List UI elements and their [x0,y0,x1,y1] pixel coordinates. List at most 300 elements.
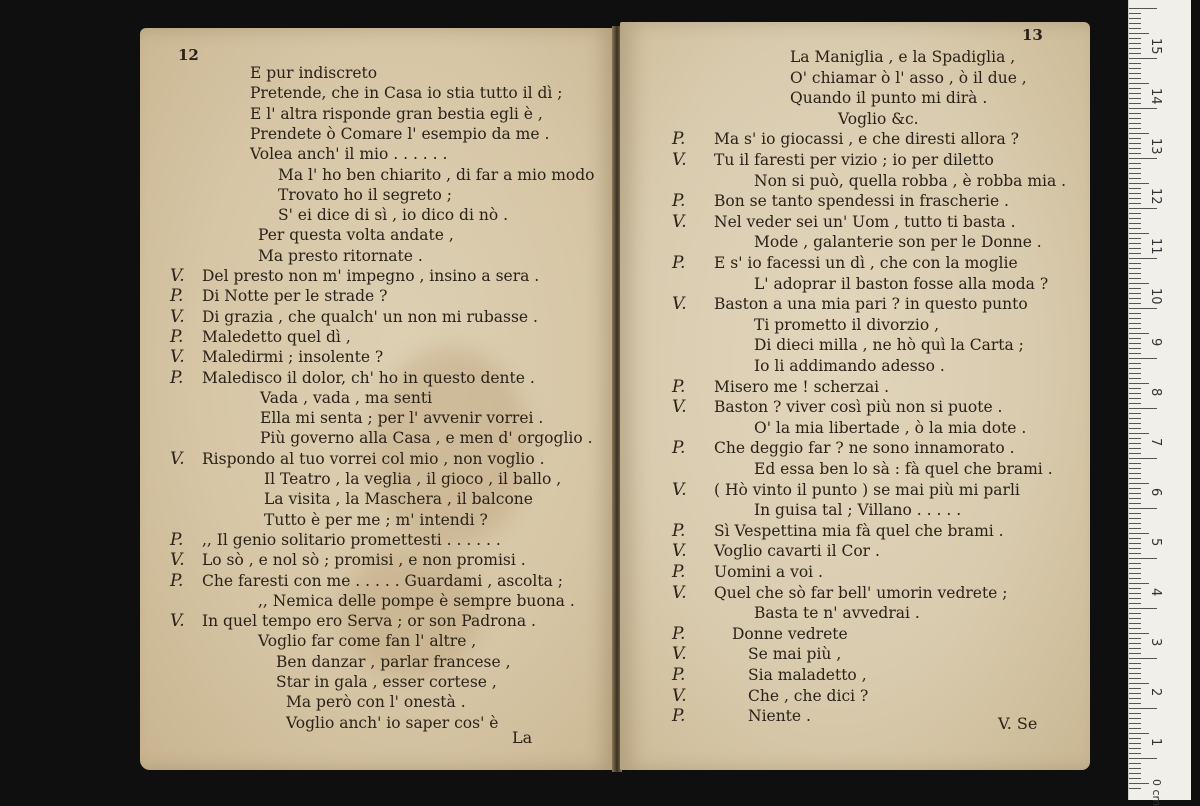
ruler-tick [1129,223,1141,224]
speaker-label: V. [672,479,687,500]
verse-text: Nel veder sei un' Uom , tutto ti basta . [714,212,1016,231]
verse-text: O' chiamar ò l' asso , ò il due , [790,68,1027,87]
ruler-tick [1129,763,1141,764]
ruler-tick [1129,218,1141,219]
ruler-tick [1129,73,1141,74]
text-line [672,151,994,169]
verse-text: Voglio anch' io saper cos' è [286,713,499,732]
text-line [672,584,1008,602]
text-line [672,687,868,705]
ruler-tick [1129,778,1141,779]
speaker-label: V. [672,685,687,706]
verse-text: Basta te n' avvedrai . [754,604,920,623]
ruler-tick [1129,358,1157,359]
text-line [672,69,1027,87]
ruler-tick [1129,23,1141,24]
speaker-label: V. [672,644,687,665]
ruler-tick [1129,113,1141,114]
ruler-tick [1129,208,1157,209]
ruler-tick [1129,493,1141,494]
text-line [672,542,880,560]
verse-text: Mode , galanterie son per le Donne . [754,233,1042,252]
text-line [170,511,488,529]
verse-text: Maledetto quel dì , [202,327,351,346]
text-line [170,673,497,691]
ruler-tick [1129,538,1141,539]
text-line [672,604,920,622]
verse-text: Maledisco il dolor, ch' ho in questo dente . [202,368,535,387]
speaker-label: V. [170,448,185,469]
text-line [170,450,545,468]
ruler-tick [1129,568,1141,569]
verse-text: Rispondo al tuo vorrei col mio , non voglio . [202,449,545,468]
verse-text: Ben danzar , parlar francese , [276,652,511,671]
text-line [672,707,811,725]
ruler-tick [1129,63,1141,64]
left-page [140,28,616,770]
ruler-tick [1129,688,1141,689]
verse-text: Baston a una mia pari ? in questo punto [714,295,1028,314]
text-line [672,130,1019,148]
verse-text: Ma l' ho ben chiarito , di far a mio modo [278,165,595,184]
text-line [672,563,823,581]
text-line [170,572,563,590]
text-line [170,470,561,488]
ruler-tick [1129,428,1141,429]
ruler-tick [1129,18,1141,19]
ruler-tick [1129,318,1141,319]
speaker-label: P. [672,562,686,582]
verse-text: Ti prometto il divorzio , [754,315,940,334]
verse-text: Voglio &c. [838,109,919,128]
ruler-tick [1129,78,1141,79]
ruler-tick [1129,613,1141,614]
verse-text: Che faresti con me . . . . . Guardami , ascolta ; [202,571,563,590]
ruler-tick [1129,628,1141,629]
ruler-tick [1129,448,1141,449]
ruler-tick [1129,378,1141,379]
verse-text: Donne vedrete [732,624,848,643]
ruler-tick [1129,238,1141,239]
ruler-number: 7 [1148,438,1163,447]
ruler-tick [1129,273,1141,274]
text-line [672,666,867,684]
speaker-label: P. [170,326,184,347]
ruler-tick [1129,98,1141,99]
ruler-tick [1129,693,1141,694]
text-line [672,439,1015,457]
text-line [170,125,549,143]
text-line [170,84,563,102]
ruler-tick [1129,458,1157,459]
ruler-tick [1129,248,1141,249]
ruler-tick [1129,348,1141,349]
ruler-tick [1129,758,1157,759]
speaker-label: P. [672,376,686,397]
speaker-label: P. [672,665,686,685]
ruler-tick [1129,553,1141,554]
text-line [170,632,476,650]
catchword: V. Se [998,714,1038,733]
verse-text: Ma però con l' onestà . [286,693,466,712]
speaker-label: P. [170,286,184,307]
ruler-tick [1129,298,1141,299]
ruler-tick [1129,483,1149,484]
verse-text: Niente . [748,707,811,726]
ruler-tick [1129,513,1141,514]
verse-text: Lo sò , e nol sò ; promisi , e non promisi . [202,551,526,570]
verse-text: Quel che sò far bell' umorin vedrete ; [714,583,1008,602]
speaker-label: V. [672,541,687,562]
text-line [672,316,939,334]
speaker-label: P. [170,529,184,550]
speaker-label: V. [672,150,687,170]
verse-text: Di grazia , che qualch' un non mi rubasse . [202,307,538,326]
text-line [170,531,501,549]
ruler-tick [1129,653,1141,654]
ruler-tick [1129,253,1141,254]
verse-text: Quando il punto mi dirà . [790,89,988,108]
verse-text: Ma s' io giocassi , e che diresti allora ? [714,130,1019,149]
right-page [620,22,1090,770]
speaker-label: V. [170,306,185,327]
page-number: 12 [178,46,199,64]
ruler-tick [1129,108,1157,109]
ruler-tick [1129,233,1149,234]
ruler-number: 9 [1148,338,1163,347]
speaker-label: V. [672,294,687,315]
speaker-label: V. [672,582,687,603]
ruler-tick [1129,388,1141,389]
ruler-tick [1129,663,1141,664]
ruler-tick [1129,773,1141,774]
ruler-tick [1129,268,1141,269]
text-line [170,592,575,610]
ruler-tick [1129,723,1141,724]
text-line [170,348,383,366]
text-line [672,398,1002,416]
ruler-tick [1129,623,1141,624]
speaker-label: P. [672,129,686,150]
ruler-tick [1129,443,1141,444]
verse-text: Più governo alla Casa , e men d' orgoglio . [260,429,593,448]
verse-text: La Maniglia , e la Spadiglia , [790,48,1016,66]
text-line [672,192,1009,210]
measuring-ruler [1128,0,1191,806]
verse-text: Trovato ho il segreto ; [278,185,452,204]
verse-text: Tu il faresti per vizio ; io per diletto [714,151,994,169]
ruler-tick [1129,228,1141,229]
ruler-tick [1129,158,1157,159]
ruler-tick [1129,33,1149,34]
speaker-label: V. [170,266,185,286]
text-line [170,693,466,711]
text-line [672,254,1018,272]
ruler-tick [1129,593,1141,594]
ruler-tick [1129,148,1141,149]
ruler-tick [1129,603,1141,604]
ruler-tick [1129,743,1141,744]
ruler-tick [1129,748,1141,749]
ruler-tick [1129,58,1157,59]
ruler-tick [1129,648,1141,649]
ruler-tick [1129,128,1141,129]
text-line [672,378,889,396]
verse-text: Che deggio far ? ne sono innamorato . [714,439,1015,458]
ruler-tick [1129,408,1157,409]
speaker-label: V. [672,211,687,232]
verse-text: Che , che dici ? [748,686,869,705]
ruler-tick [1129,383,1149,384]
ruler-number: 8 [1148,388,1163,397]
ruler-tick [1129,258,1157,259]
ruler-tick [1129,668,1141,669]
text-line [170,64,377,82]
ruler-tick [1129,733,1149,734]
ruler-tick [1129,123,1141,124]
ruler-tick [1129,163,1141,164]
catchword: La [512,728,533,747]
speaker-label: V. [170,611,185,632]
ruler-tick [1129,48,1141,49]
text-line [672,275,1048,293]
ruler-tick [1129,393,1141,394]
ruler-tick [1129,133,1149,134]
verse-text: Del presto non m' impegno , insino a sera . [202,267,540,285]
ruler-tick [1129,328,1141,329]
text-line [170,267,539,285]
ruler-tick [1129,598,1141,599]
ruler-tick [1129,173,1141,174]
ruler-tick [1129,118,1141,119]
ruler-tick [1129,143,1141,144]
ruler-tick [1129,588,1141,589]
ruler-tick [1129,263,1141,264]
text-line [672,481,1020,499]
ruler-tick [1129,418,1141,419]
speaker-label: V. [170,550,185,571]
ruler-tick [1129,413,1141,414]
ruler-tick [1129,488,1141,489]
text-line [672,460,1053,478]
ruler-tick [1129,573,1141,574]
ruler-number: 6 [1148,488,1163,497]
ruler-tick [1129,783,1149,784]
ruler-tick [1129,213,1141,214]
text-line [170,653,511,671]
ruler-tick [1129,168,1141,169]
ruler-tick [1129,583,1149,584]
text-line [170,369,535,387]
text-line [672,295,1028,313]
ruler-tick [1129,673,1141,674]
ruler-tick [1129,93,1141,94]
ruler-number: 11 [1148,238,1163,255]
text-line [170,145,447,163]
text-line [672,89,987,107]
ruler-tick [1129,68,1141,69]
ruler-tick [1129,423,1141,424]
ruler-tick [1129,503,1141,504]
ruler-tick [1129,188,1141,189]
ruler-number: 12 [1148,188,1163,205]
verse-text: E pur indiscreto [250,64,378,82]
speaker-label: P. [170,570,184,591]
page-number: 13 [1022,26,1043,44]
text-line [672,645,841,663]
ruler-tick [1129,633,1149,634]
ruler-tick [1129,753,1141,754]
ruler-tick [1129,198,1141,199]
ruler-tick [1129,463,1141,464]
text-line [170,490,533,508]
ruler-tick [1129,433,1149,434]
verse-text: Ed essa ben lo sà : fà quel che brami . [754,460,1053,478]
ruler-tick [1129,338,1141,339]
speaker-label: P. [672,191,686,212]
ruler-tick [1129,8,1157,9]
ruler-tick [1129,498,1141,499]
ruler-tick [1129,523,1141,524]
ruler-tick [1129,403,1141,404]
ruler-tick [1129,153,1141,154]
ruler-tick [1129,528,1141,529]
ruler-tick [1129,103,1141,104]
ruler-tick [1129,638,1141,639]
ruler-tick [1129,468,1141,469]
verse-text: Non si può, quella robba , è robba mia . [754,171,1067,190]
text-line [170,714,498,732]
verse-text: Pretende, che in Casa io stia tutto il dì ; [250,84,563,103]
ruler-tick [1129,243,1141,244]
text-line [672,172,1066,190]
ruler-tick [1129,88,1141,89]
text-line [672,110,919,128]
text-line [170,206,508,224]
verse-text: Star in gala , esser cortese , [276,673,497,691]
ruler-tick [1129,138,1141,139]
ruler-number: 2 [1148,688,1163,697]
ruler-tick [1129,278,1141,279]
verse-text: La visita , la Maschera , il balcone [264,490,533,509]
verse-text: In guisa tal ; Villano . . . . . [754,501,962,520]
ruler-tick [1129,658,1157,659]
ruler-tick [1129,323,1141,324]
text-line [170,551,526,569]
ruler-tick [1129,283,1149,284]
text-line [170,226,454,244]
speaker-label: P. [170,367,184,388]
text-line [672,625,848,643]
ruler-tick [1129,768,1141,769]
ruler-number: 3 [1148,638,1163,647]
verse-text: Di Notte per le strade ? [202,287,388,306]
ruler-tick [1129,438,1141,439]
ruler-tick [1129,473,1141,474]
speaker-label: P. [672,706,686,727]
ruler-tick [1129,308,1157,309]
ruler-number: 14 [1148,88,1163,105]
verse-text: O' la mia libertade , ò la mia dote . [754,418,1027,437]
text-line [672,501,961,519]
verse-text: Vada , vada , ma senti [260,388,433,407]
text-line [170,247,423,265]
text-line [672,233,1042,251]
ruler-tick [1129,508,1157,509]
ruler-tick [1129,738,1141,739]
verse-text: Io li addimando adesso . [754,357,945,375]
ruler-number: 10 [1148,288,1163,305]
text-line [672,522,1004,540]
ruler-unit: 0 cm [1150,779,1163,806]
ruler-tick [1129,43,1141,44]
ruler-tick [1129,548,1141,549]
ruler-tick [1129,708,1157,709]
ruler-tick [1129,183,1149,184]
ruler-tick [1129,643,1141,644]
ruler-tick [1129,363,1141,364]
verse-text: Sì Vespettina mia fà quel che brami . [714,521,1004,540]
ruler-tick [1129,288,1141,289]
ruler-tick [1129,453,1141,454]
text-line [170,166,595,184]
ruler-tick [1129,343,1141,344]
ruler-number: 1 [1148,738,1163,747]
ruler-number: 5 [1148,538,1163,547]
ruler-tick [1129,203,1141,204]
ruler-tick [1129,353,1141,354]
verse-text: Misero me ! scherzai . [714,377,889,396]
verse-text: Baston ? viver così più non si puote . [714,398,1003,417]
ruler-tick [1129,83,1149,84]
ruler-tick [1129,578,1141,579]
verse-text: Sia maladetto , [748,666,867,684]
text-line [170,308,538,326]
ruler-tick [1129,728,1141,729]
verse-text: Se mai più , [748,645,842,664]
text-line [672,357,945,375]
ruler-tick [1129,718,1141,719]
ruler-tick [1129,178,1141,179]
ruler-tick [1129,333,1149,334]
verse-text: Uomini a voi . [714,563,823,581]
verse-text: E s' io facessi un dì , che con la moglie [714,254,1018,272]
ruler-tick [1129,698,1141,699]
verse-text: ,, Nemica delle pompe è sempre buona . [258,591,575,610]
verse-text: Per questa volta andate , [258,226,454,245]
text-line [170,612,536,630]
ruler-tick [1129,543,1141,544]
ruler-tick [1129,558,1157,559]
speaker-label: P. [672,438,686,459]
verse-text: Il Teatro , la veglia , il gioco , il ballo , [264,470,562,488]
text-line [672,48,1015,66]
speaker-label: P. [672,623,686,644]
verse-text: Di dieci milla , ne hò quì la Carta ; [754,336,1024,355]
ruler-tick [1129,313,1141,314]
verse-text: In quel tempo ero Serva ; or son Padrona . [202,612,536,631]
text-line [170,186,452,204]
verse-text: ( Hò vinto il punto ) se mai più mi parli [714,480,1020,499]
verse-text: Ella mi senta ; per l' avvenir vorrei . [260,409,544,428]
text-line [672,336,1024,354]
ruler-number: 15 [1148,38,1163,55]
ruler-tick [1129,533,1149,534]
text-line [170,389,432,407]
verse-text: E l' altra risponde gran bestia egli è , [250,104,543,123]
ruler-number: 13 [1148,138,1163,155]
verse-text: Tutto è per me ; m' intendi ? [264,510,488,529]
